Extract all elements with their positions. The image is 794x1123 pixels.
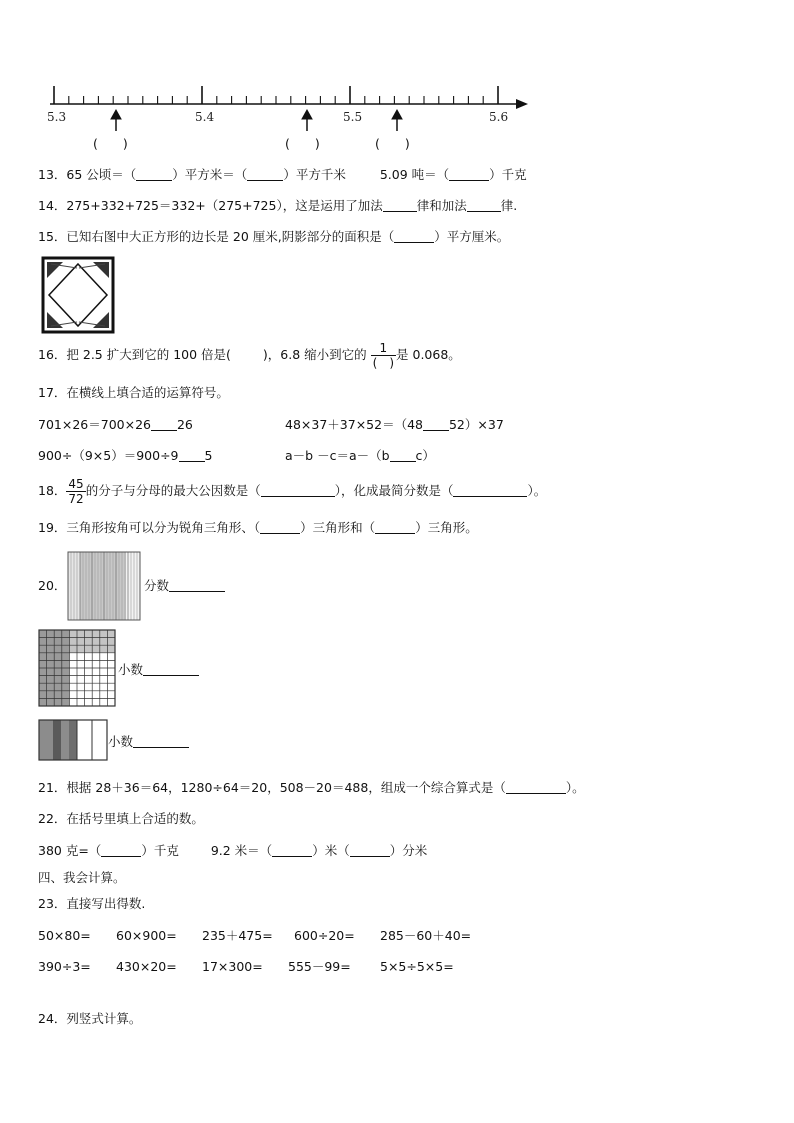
square-shaded-figure (41, 256, 115, 334)
calc-item: 555－99= (288, 959, 351, 974)
calc-item: 600÷20= (294, 928, 355, 943)
question-15: 15．已知右图中大正方形的边长是 20 厘米,阴影部分的面积是（ ）平方厘米。 (38, 229, 510, 244)
q20-label-2: 小数 (118, 662, 199, 678)
paren-blank-3[interactable]: ( ) (375, 136, 410, 151)
hundred-grid-figure (39, 630, 115, 706)
operator-blank[interactable] (151, 418, 177, 431)
calc-item: 50×80= (38, 928, 91, 943)
operator-blank[interactable] (179, 449, 205, 462)
answer-blank[interactable] (143, 663, 199, 676)
question-number: 14． (38, 198, 67, 213)
fraction-45-72: $\frac{45}{72}$ (68, 477, 84, 506)
question-21: 21．根据 28＋36＝64，1280÷64＝20，508－20＝488，组成一个综合算式是（ ）。 (38, 780, 585, 795)
calc-item: 5×5÷5×5= (380, 959, 454, 974)
question-number: 21． (38, 780, 67, 795)
question-22-body: 380 克=（ ）千克 9.2 米＝（ ）米（ ）分米 (38, 843, 428, 858)
answer-blank[interactable] (350, 844, 390, 857)
question-number: 20． (38, 578, 67, 593)
section-title: 四、我会计算。 (38, 870, 126, 885)
answer-blank[interactable] (272, 844, 312, 857)
question-24: 24．列竖式计算。 (38, 1011, 142, 1026)
answer-blank[interactable] (506, 781, 566, 794)
question-18: 18． $\frac{45}{72}$ 的分子与分母的最大公因数是（ ），化成最简分数是（ ）。 (38, 477, 547, 506)
answer-blank[interactable] (449, 168, 489, 181)
tenths-strip-figure (39, 720, 107, 760)
paren-blank-1[interactable]: ( ) (93, 136, 128, 151)
calc-item: 285－60＋40= (380, 928, 472, 943)
question-number: 16． (38, 347, 67, 362)
q17-item-1: 701×26＝700×26 26 (38, 417, 193, 432)
question-14: 14．275+332+725＝332+（275+725），这是运用了加法 律和加法 律. (38, 198, 518, 213)
tick-label-5.5: 5.5 (343, 110, 363, 124)
calc-item: 430×20= (116, 959, 177, 974)
arrow-2 (302, 110, 312, 131)
answer-blank[interactable] (101, 844, 141, 857)
fraction-strip-figure (68, 552, 140, 620)
operator-blank[interactable] (390, 449, 416, 462)
calc-item: 390÷3= (38, 959, 91, 974)
question-17-title: 17．在横线上填合适的运算符号。 (38, 385, 229, 400)
q17-item-3: 900÷（9×5）＝900÷9 5 (38, 448, 213, 463)
q17-item-2: 48×37＋37×52＝（48 52）×37 (285, 417, 504, 432)
calc-item: 235＋475= (202, 928, 273, 943)
question-13: 13．65 公顷＝（ ）平方米＝（ ）平方千米 5.09 吨＝（ ）千克 (38, 167, 527, 182)
question-16: 16．把 2.5 扩大到它的 100 倍是( )，6.8 缩小到它的 $\frac{1}{( )}$ 是 0.068。 (38, 341, 461, 370)
question-number: 22． (38, 811, 67, 826)
answer-blank[interactable] (375, 521, 415, 534)
arrow-1 (111, 110, 121, 131)
fraction: $\frac{1}{( )}$ (372, 341, 395, 370)
fraction-blank[interactable]: ( ) (372, 356, 395, 370)
question-19: 19．三角形按角可以分为锐角三角形、（ ）三角形和（ ）三角形。 (38, 520, 478, 535)
question-number: 15． (38, 229, 67, 244)
answer-blank[interactable] (136, 168, 172, 181)
answer-blank[interactable] (261, 484, 335, 497)
q20-label-3: 小数 (108, 734, 189, 750)
question-number: 17． (38, 385, 67, 400)
tick-label-5.6: 5.6 (489, 110, 509, 124)
calc-item: 60×900= (116, 928, 177, 943)
question-number: 13． (38, 167, 67, 182)
answer-blank[interactable] (169, 579, 225, 592)
calc-item: 17×300= (202, 959, 263, 974)
answer-blank[interactable] (394, 230, 434, 243)
question-number: 19． (38, 520, 67, 535)
answer-blank[interactable] (133, 735, 189, 748)
q17-item-4: a－b －c＝a－（b c） (285, 448, 435, 463)
question-number: 18． (38, 483, 67, 498)
question-23-title: 23．直接写出得数. (38, 896, 146, 911)
arrow-3 (392, 110, 402, 131)
question-number: 23． (38, 896, 67, 911)
operator-blank[interactable] (423, 418, 449, 431)
answer-blank[interactable] (247, 168, 283, 181)
answer-blank[interactable] (260, 521, 300, 534)
answer-blank[interactable] (467, 199, 501, 212)
answer-blank[interactable] (383, 199, 417, 212)
question-number: 24． (38, 1011, 67, 1026)
answer-blank[interactable] (453, 484, 527, 497)
tick-label-5.3: 5.3 (47, 110, 67, 124)
question-22-title: 22．在括号里填上合适的数。 (38, 811, 204, 826)
paren-blank-2[interactable]: ( ) (285, 136, 320, 151)
tick-label-5.4: 5.4 (195, 110, 215, 124)
q20-label-1: 分数 (144, 578, 225, 594)
